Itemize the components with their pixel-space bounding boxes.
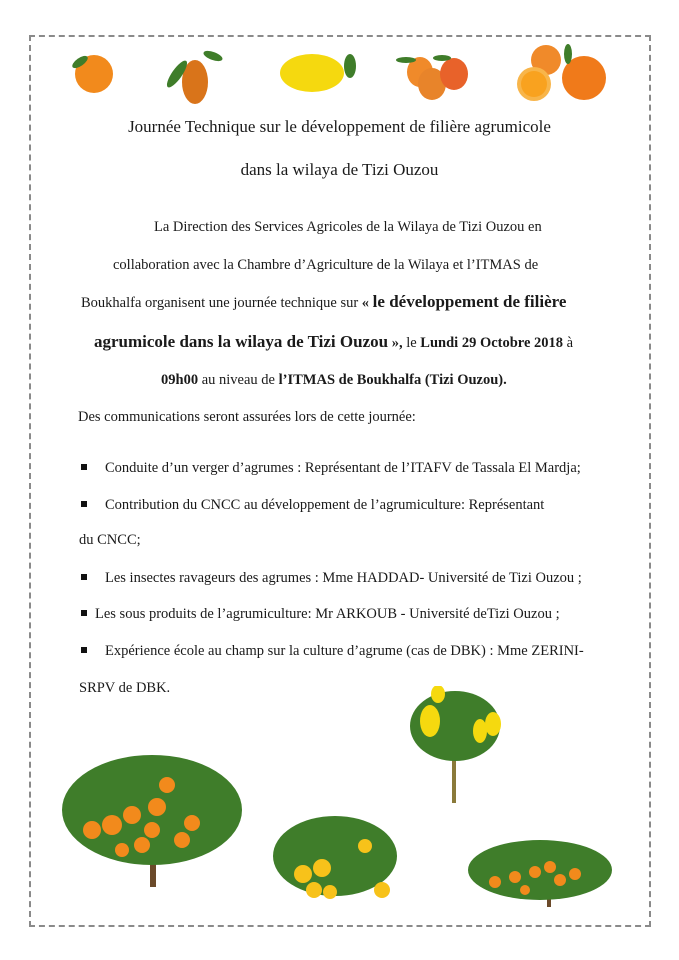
intro-line-4	[94, 332, 573, 352]
bullet-icon	[81, 647, 87, 653]
event-time: 09h00	[161, 372, 199, 388]
intro-text: Boukhalfa organisent une journée technique sur	[81, 295, 359, 311]
intro-line-3	[81, 292, 566, 312]
quote-open: «	[361, 295, 370, 311]
list-item	[81, 606, 560, 623]
intro-text: au niveau de	[201, 372, 275, 388]
list-item-text: Les insectes ravageurs des agrumes : Mme HADDAD- Université de Tizi Ouzou ;	[105, 570, 582, 586]
orange-slices-image	[508, 44, 614, 102]
list-item-text: Contribution du CNCC au développement de l’agrumiculture: Représentant	[105, 497, 545, 513]
list-item	[81, 643, 584, 660]
list-item	[81, 570, 582, 587]
bullet-icon	[81, 501, 87, 507]
list-item-text: Les sous produits de l’agrumiculture: Mr ARKOUB - Université deTizi Ouzou ;	[95, 606, 560, 622]
title-line-2: dans la wilaya de Tizi Ouzou	[240, 160, 439, 179]
kumquat-fruit-image	[155, 46, 227, 108]
mandarin-tree-image	[465, 832, 615, 907]
event-date: Lundi 29 Octobre 2018	[420, 335, 564, 351]
bullet-icon	[81, 610, 87, 616]
list-item	[81, 460, 581, 477]
bullet-icon	[81, 574, 87, 580]
lemon-bush-image	[270, 812, 400, 900]
list-item-text: Expérience école au champ sur la culture d’agrume (cas de DBK) : Mme ZERINI-	[105, 643, 584, 659]
lemon-fruit-image	[276, 50, 360, 96]
bullet-icon	[81, 464, 87, 470]
intro-line-1: La Direction des Services Agricoles de la Wilaya de Tizi Ouzou en	[154, 219, 542, 235]
title-line-1: Journée Technique sur le développement de filière agrumicole	[128, 117, 551, 136]
intro-text: le	[406, 335, 417, 351]
intro-line-5	[161, 372, 507, 389]
orange-tree-image	[52, 745, 242, 890]
event-topic-part1: le développement de filière	[372, 292, 567, 311]
lemon-tree-image	[400, 686, 508, 804]
quote-close: »,	[391, 335, 403, 351]
intro-line-2: collaboration avec la Chambre d’Agriculture de la Wilaya et l’ITMAS de	[113, 257, 539, 273]
list-item-continuation: du CNCC;	[79, 532, 141, 548]
communications-heading: Des communications seront assurées lors de cette journée:	[78, 409, 416, 425]
list-item-text: Conduite d’un verger d’agrumes : Représentant de l’ITAFV de Tassala El Mardja;	[105, 460, 581, 476]
list-item	[81, 497, 544, 514]
orange-fruit-image	[68, 52, 120, 94]
event-location: l’ITMAS de Boukhalfa (Tizi Ouzou).	[278, 372, 507, 388]
intro-text: à	[566, 335, 574, 351]
event-topic-part2: agrumicole dans la wilaya de Tizi Ouzou	[94, 332, 389, 351]
list-item-continuation: SRPV de DBK.	[79, 680, 171, 696]
tangerines-fruit-image	[392, 48, 474, 102]
